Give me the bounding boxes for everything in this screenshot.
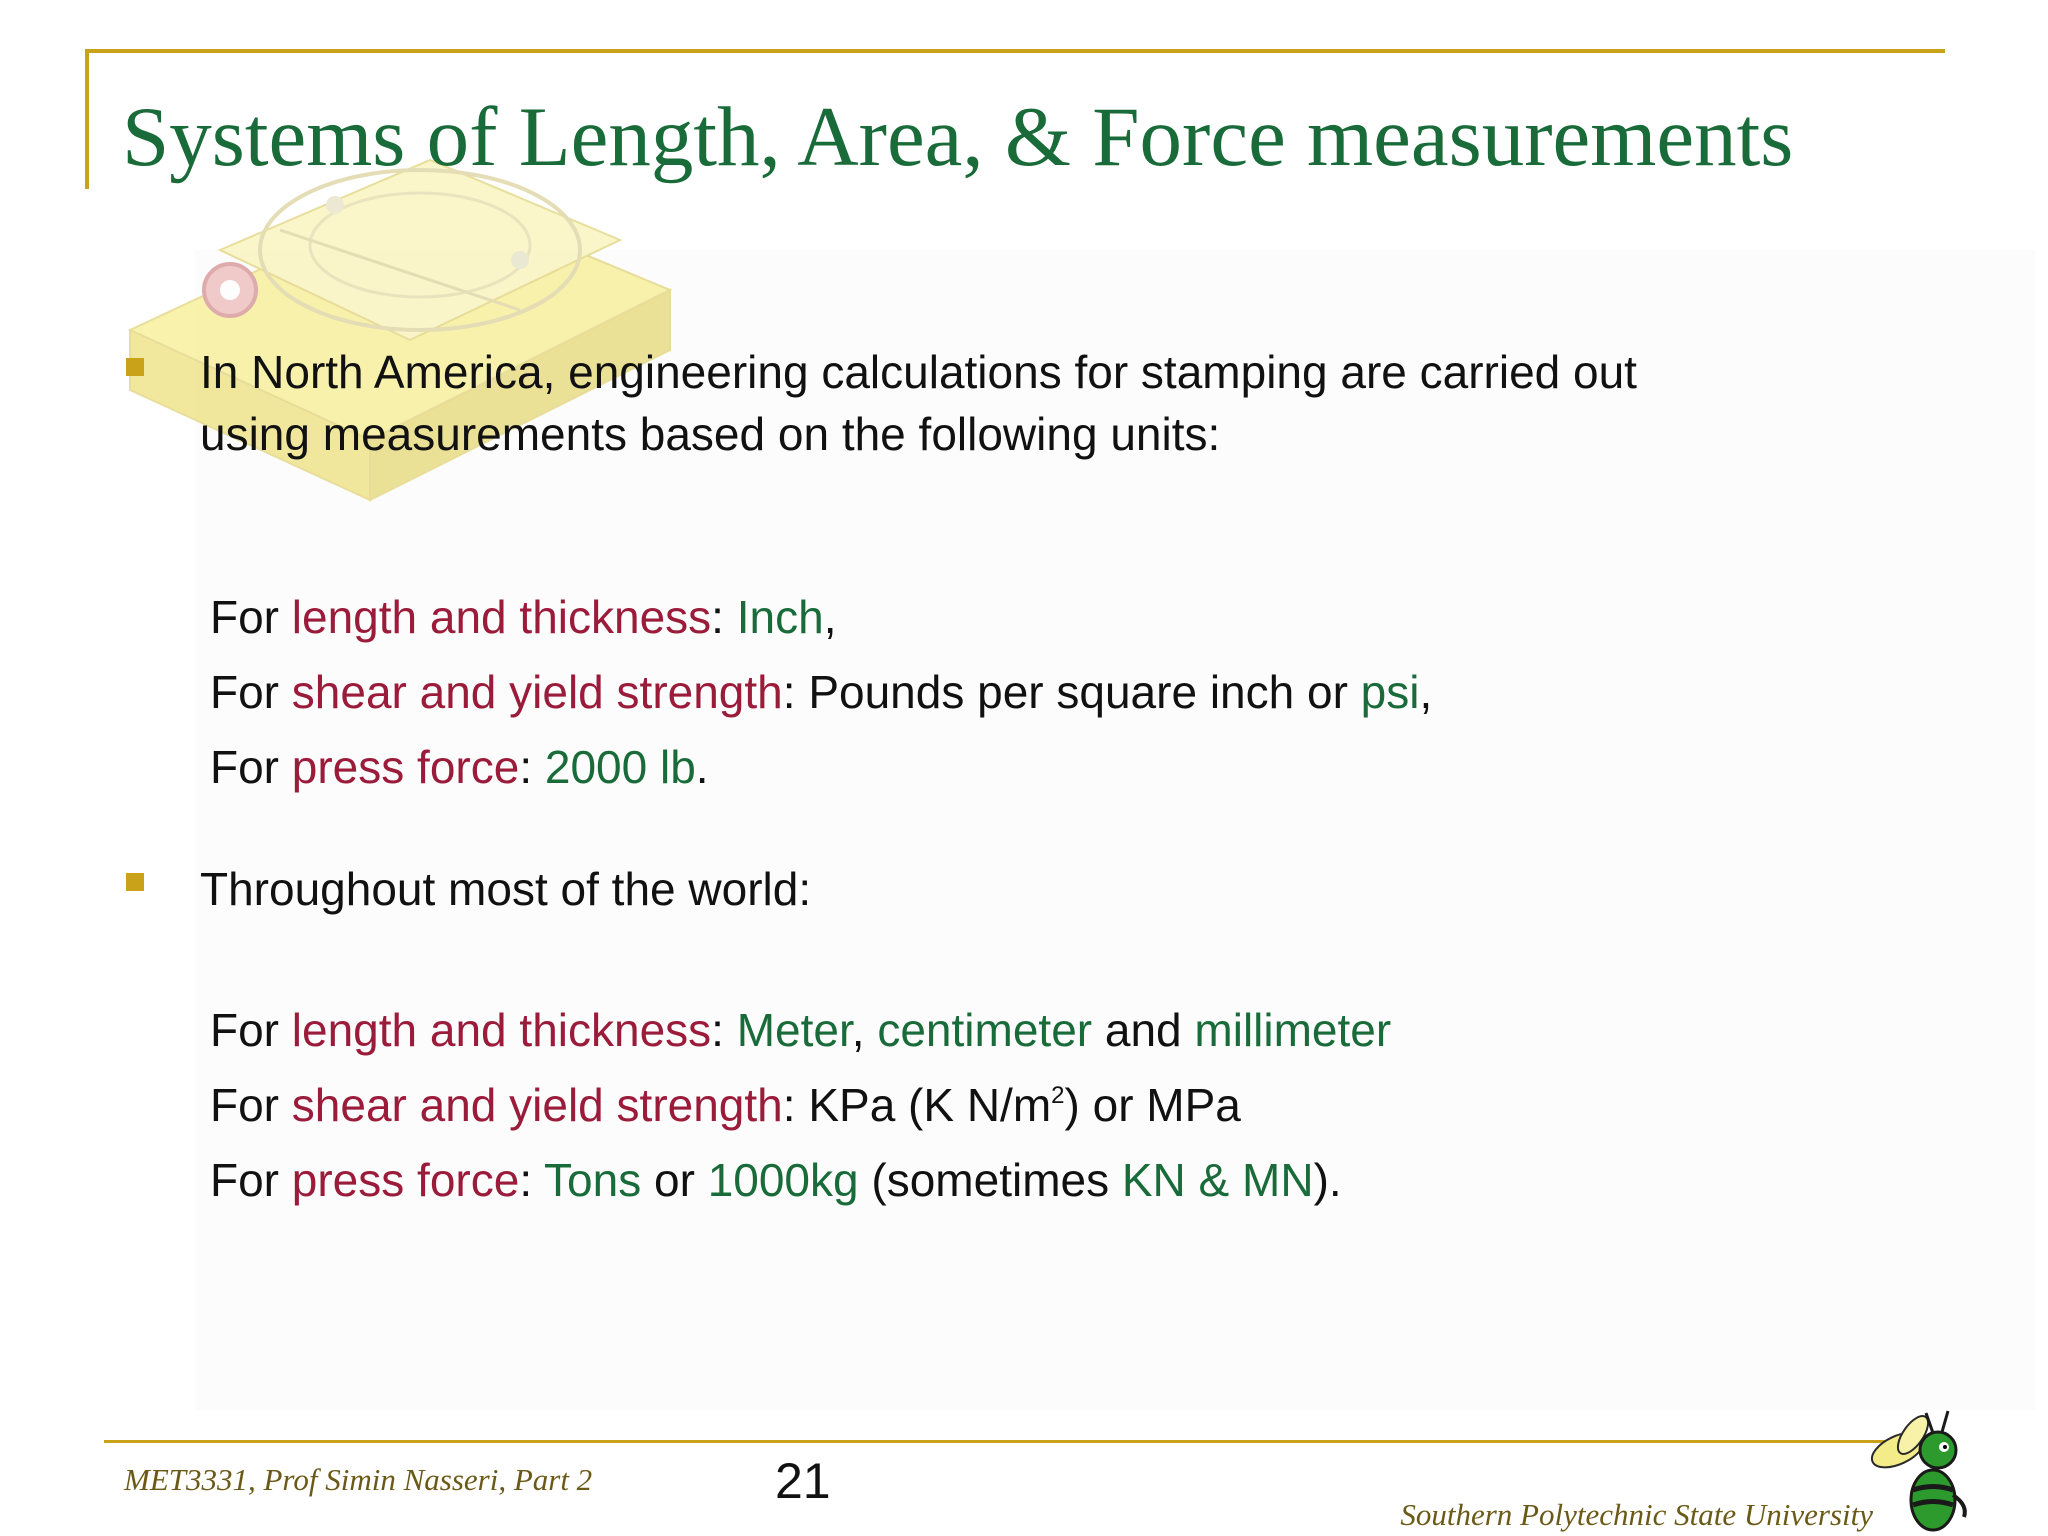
bottom-rule — [104, 1440, 1894, 1443]
unit-colon: : — [519, 1154, 545, 1206]
unit-label: press force — [291, 1154, 520, 1206]
top-rule — [85, 49, 1945, 53]
square-bullet-icon — [126, 873, 144, 891]
unit-value: 1000kg — [707, 1154, 859, 1206]
unit-value-plain: Pounds per square inch or — [808, 666, 1361, 718]
unit-list-north-america — [210, 580, 1432, 805]
unit-value: centimeter — [877, 1004, 1093, 1056]
unit-colon: : — [519, 741, 545, 793]
unit-prefix: For — [210, 741, 292, 793]
unit-list-world — [210, 993, 1391, 1218]
unit-value: Meter — [736, 1004, 852, 1056]
bullet-line: In North America, engineering calculations for stamping are carried out — [200, 346, 1637, 398]
unit-value: KN & MN — [1121, 1154, 1314, 1206]
unit-label: shear and yield strength — [291, 666, 783, 718]
slide-title: Systems of Length, Area, & Force measurements — [122, 90, 1794, 184]
unit-item-strength — [210, 655, 1432, 730]
unit-label: length and thickness — [291, 1004, 712, 1056]
square-bullet-icon — [126, 358, 144, 376]
unit-prefix: For — [210, 1079, 292, 1131]
left-rule — [85, 49, 89, 189]
unit-prefix: For — [210, 666, 292, 718]
unit-separator: and — [1092, 1004, 1195, 1056]
unit-item-force — [210, 1143, 1391, 1218]
unit-value: millimeter — [1194, 1004, 1392, 1056]
unit-colon: : — [711, 591, 737, 643]
unit-superscript: 2 — [1051, 1082, 1065, 1109]
unit-colon: : — [782, 666, 809, 718]
unit-suffix: . — [695, 741, 709, 793]
unit-prefix: For — [210, 1154, 292, 1206]
footer-university: Southern Polytechnic State University — [1400, 1497, 1873, 1532]
unit-colon: : — [711, 1004, 737, 1056]
page-number: 21 — [775, 1453, 831, 1509]
unit-suffix: ). — [1313, 1154, 1342, 1206]
unit-suffix: , — [823, 591, 837, 643]
unit-value: Tons — [544, 1154, 642, 1206]
unit-separator: (sometimes — [858, 1154, 1122, 1206]
unit-value: Inch — [736, 591, 824, 643]
unit-item-length — [210, 993, 1391, 1068]
unit-separator: , — [851, 1004, 878, 1056]
bullet-line: using measurements based on the following units: — [200, 408, 1221, 460]
unit-label: shear and yield strength — [291, 1079, 783, 1131]
unit-item-force — [210, 730, 1432, 805]
hornet-mascot-icon — [1868, 1405, 1978, 1535]
unit-label: press force — [291, 741, 520, 793]
unit-value: 2000 lb — [544, 741, 696, 793]
unit-value-plain: KPa (K N/m — [808, 1079, 1052, 1131]
footer-course: MET3331, Prof Simin Nasseri, Part 2 — [124, 1462, 593, 1497]
unit-item-length — [210, 580, 1432, 655]
unit-separator: or — [641, 1154, 708, 1206]
unit-prefix: For — [210, 1004, 292, 1056]
unit-colon: : — [782, 1079, 809, 1131]
unit-label: length and thickness — [291, 591, 712, 643]
bullet-text-world: Throughout most of the world: — [200, 863, 812, 915]
unit-value: psi — [1360, 666, 1420, 718]
unit-item-strength — [210, 1068, 1391, 1143]
bullet-text-north-america — [200, 341, 1637, 465]
unit-prefix: For — [210, 591, 292, 643]
unit-value-plain: ) or MPa — [1064, 1079, 1241, 1131]
unit-suffix: , — [1419, 666, 1433, 718]
